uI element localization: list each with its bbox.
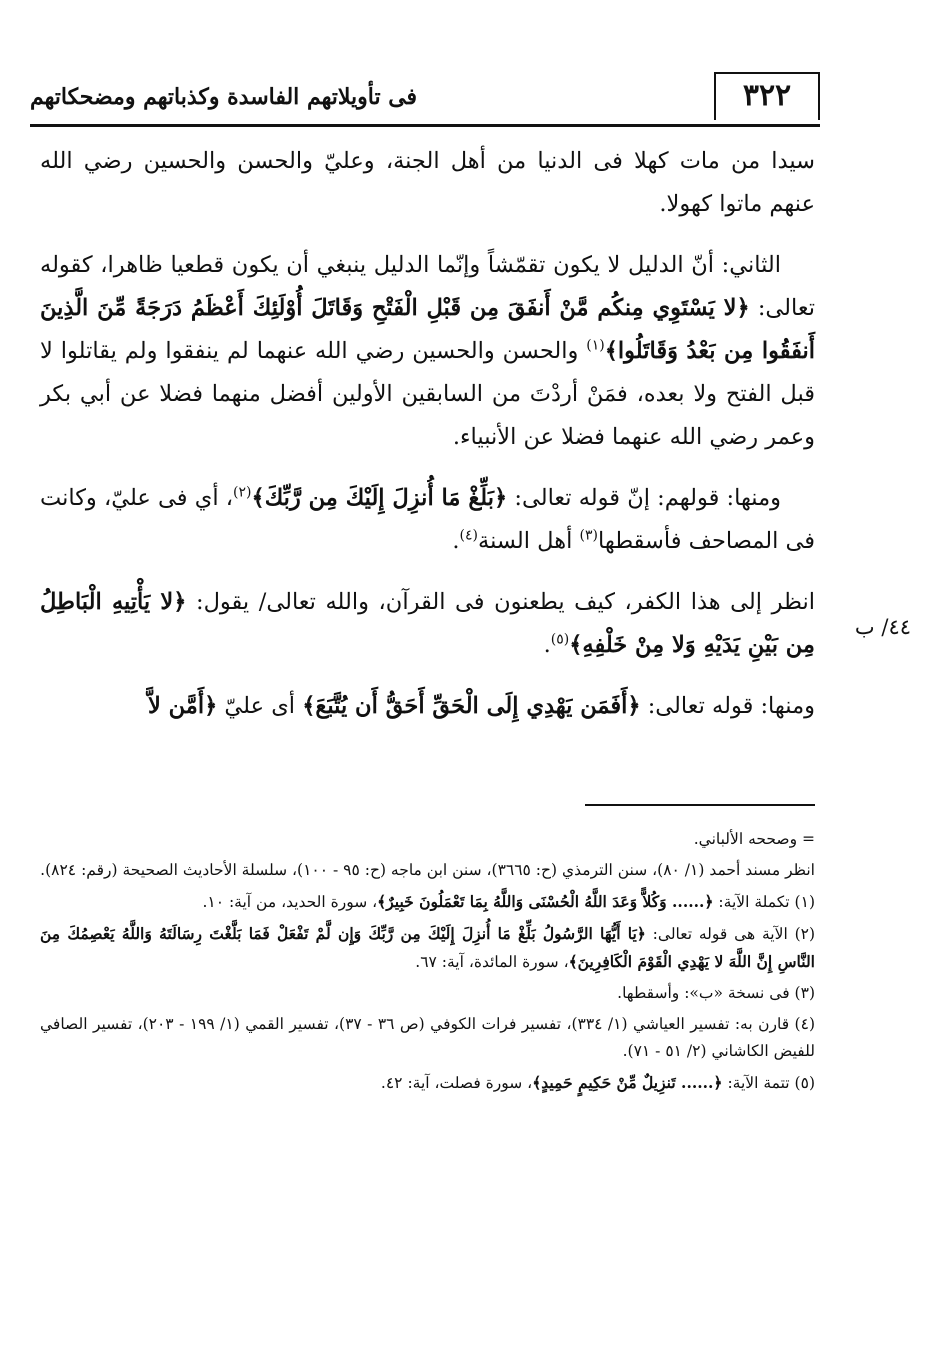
running-title: فى تأويلاتهم الفاسدة وكذباتهم ومضحكاتهم — [30, 84, 418, 110]
text-run: (٤) قارن به: تفسير العياشي (١/ ٣٣٤)، تفسير فرات الكوفي (ص ٣٦ - ٣٧)، تفسير القمي (١/ ١٩٩ - ٢٠٣)، تفسير الصافي للفيض الكاشاني (٢/ ٥١ - ٧١). — [40, 1015, 815, 1060]
quran-verse: ﴿...... تَنزِيلٌ مِّنْ حَكِيمٍ حَمِيدٍ﴾ — [532, 1073, 723, 1092]
footnote — [40, 826, 815, 853]
text-run: ، سورة المائدة، آية: ٦٧. — [415, 953, 569, 971]
text-run: انظر إلى هذا الكفر، كيف يطعنون فى القرآن، والله تعالى/ يقول: — [186, 589, 815, 615]
text-run: ، سورة فصلت، آية: ٤٢. — [380, 1074, 533, 1092]
text-run: (٢) الآية هى قوله تعالى: — [645, 925, 816, 943]
paragraph — [40, 244, 815, 459]
paragraph — [40, 140, 815, 226]
manuscript-folio-marker: ٤٤/ ب — [854, 615, 911, 639]
footnote — [40, 1011, 815, 1065]
main-text — [40, 140, 815, 746]
quran-verse: ﴿أَمَّن لاَّ — [147, 693, 218, 719]
footnote — [40, 980, 815, 1007]
quran-verse: ﴿يَا أَيُّهَا الرَّسُولُ بَلِّغْ مَا أُنزِلَ إِلَيْكَ مِن رَّبِّكَ وَإِن لَّمْ تَفْعَلْ فَمَا بَلَّغْتَ رِسَالَتَهُ وَاللَّهُ يَعْصِمُكَ مِنَ النَّاسِ إِنَّ اللَّهَ لا يَهْدِي الْقَوْمَ الْكَافِرِينَ﴾ — [40, 924, 815, 971]
paragraph — [40, 685, 815, 728]
paragraph — [40, 581, 815, 667]
text-run: ومنها: قولهم: إنّ قوله تعالى: — [507, 485, 782, 511]
footnote — [40, 888, 815, 916]
footnote-ref: (٤) — [459, 527, 478, 544]
footnote-ref: (٢) — [233, 484, 252, 501]
footnote-ref: (١) — [586, 337, 605, 354]
footnote — [40, 857, 815, 884]
page-number: ٣٢٢ — [714, 72, 820, 120]
text-run: الثاني: أنّ الدليل لا يكون تقمّشاً وإنّما الدليل ينبغي أن يكون قطعيا ظاهرا، كقوله تعالى: — [40, 252, 815, 321]
quran-verse: ﴿لا يَأْتِيهِ الْبَاطِلُ مِن بَيْنِ يَدَيْهِ وَلا مِنْ خَلْفِهِ﴾ — [40, 589, 815, 658]
text-run: . — [452, 528, 460, 554]
text-run: ، سورة الحديد، من آية: ١٠. — [202, 893, 378, 911]
quran-verse: ﴿لا يَسْتَوِي مِنكُم مَّنْ أَنفَقَ مِن قَبْلِ الْفَتْحِ وَقَاتَلَ أُوْلَئِكَ أَعْظَمُ دَرَجَةً مِّنَ الَّذِينَ أَنفَقُوا مِن بَعْدُ وَقَاتَلُوا﴾ — [40, 295, 815, 364]
footnote — [40, 1069, 815, 1097]
text-run: أهل السنة — [478, 528, 580, 554]
footnote-ref: (٥) — [550, 631, 570, 648]
footnote-separator — [585, 804, 815, 806]
text-run: . — [543, 632, 551, 658]
footnotes — [40, 826, 815, 1101]
text-run: أى عليّ — [217, 693, 303, 719]
text-run: = وصححه الألباني. — [693, 830, 815, 848]
text-run: (٥) تتمة الآية: — [722, 1074, 815, 1092]
text-run: ، أي فى عليّ، وكانت فى المصاحف فأسقطها — [40, 485, 815, 554]
text-run: (١) تكملة الآية: — [713, 893, 815, 911]
quran-verse: ﴿أَفَمَن يَهْدِي إِلَى الْحَقِّ أَحَقُّ أَن يُتَّبَعَ﴾ — [302, 693, 641, 719]
text-run: ومنها: قوله تعالى: — [640, 693, 815, 719]
text-run: (٣) فى نسخة «ب»: وأسقطها. — [617, 984, 815, 1002]
footnote — [40, 920, 815, 976]
paragraph — [40, 477, 815, 563]
quran-verse: ﴿بَلِّغْ مَا أُنزِلَ إِلَيْكَ مِن رَّبِّكَ﴾ — [251, 485, 508, 511]
text-run: والحسن والحسين رضي الله عنهما لم ينفقوا ولم يقاتلوا لا قبل الفتح ولا بعده، فمَنْ أردْتَ من السابقين الأولين أفضل منهما فضلا عن أبي بكر وعمر رضي الله عنهما فضلا عن الأنبياء. — [40, 338, 815, 450]
text-run: انظر مسند أحمد (١/ ٨٠)، سنن الترمذي (ح: ٣٦٦٥)، سنن ابن ماجه (ح: ٩٥ - ١٠٠)، سلسلة الأحاديث الصحيحة (رقم: ٨٢٤). — [40, 861, 815, 879]
quran-verse: ﴿...... وَكُلاًّ وَعَدَ اللَّهُ الْحُسْنَى وَاللَّهُ بِمَا تَعْمَلُونَ خَبِيرٌ﴾ — [377, 892, 714, 911]
text-run: سيدا من مات كهلا فى الدنيا من أهل الجنة، وعليّ والحسن والحسين رضي الله عنهم ماتوا كهولا. — [40, 148, 815, 217]
footnote-ref: (٣) — [579, 527, 598, 544]
page-header — [30, 62, 820, 127]
